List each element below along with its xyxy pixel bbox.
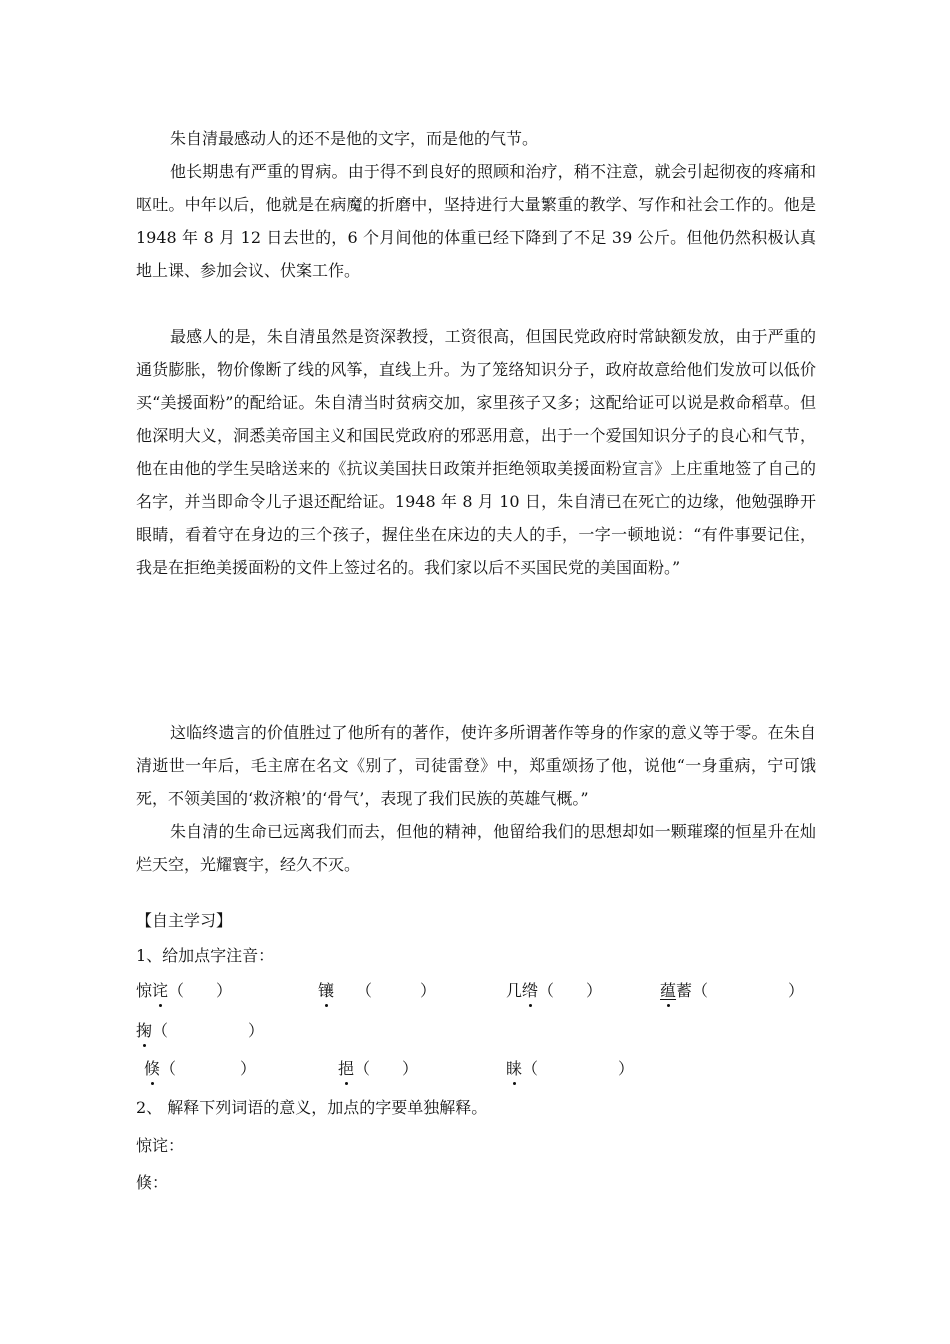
question-1: 1、给加点字注音： (136, 946, 275, 965)
pinyin-item (136, 980, 232, 1002)
answer-blank[interactable]: （ ） (692, 981, 805, 1000)
dotted-char: 诧 (152, 981, 169, 1000)
paragraph-3: 最感人的是，朱自清虽然是资深教授，工资很高，但国民党政府时常缺额发放，由于严重的通货膨胀，物价像断了线的风筝，直线上升。为了笼络知识分子，政府故意给他们发放可以低价买“美援面粉”的配给证。朱自清当时贫病交加，家里孩子又多；这配给证可以说是救命稻草。但他深明大义，洞悉美帝国主义和国民党政府的邪恶用意，出于一个爱国知识分子的良心和气节，他在由他的学生吴晗送来的《抗议美国扶日政策并拒绝领取美援面粉宣言》上庄重地签了自己的名字，并当即命令儿子退还配给证。1948 年 8 月 10 日，朱自清已在死亡的边缘，他勉强睁开眼睛，看着守在身边的三个孩子，握住坐在床边的夫人的手，一字一顿地说：“有件事要记住，我是在拒绝美援面粉的文件上签过名的。我们家以后不买国民党的美国面粉。” (136, 327, 816, 577)
item-text: 几 (506, 981, 523, 1000)
item-text: 惊 (136, 981, 153, 1000)
pinyin-item (660, 980, 804, 1002)
dotted-char: 掬 (136, 1021, 153, 1040)
dotted-char: 挹 (338, 1059, 355, 1078)
item-text: 蓄 (676, 981, 693, 1000)
question-2: 2、 解释下列词语的意义，加点的字要单独解释。 (136, 1098, 488, 1117)
dotted-char: 蕴 (660, 981, 677, 1000)
paragraph-4: 这临终遗言的价值胜过了他所有的著作，使许多所谓著作等身的作家的意义等于零。在朱自清逝世一年后，毛主席在名文《别了，司徒雷登》中，郑重颂扬了他，说他“一身重病，宁可饿死，不领美国的‘救济粮’的‘骨气’，表现了我们民族的英雄气概。” (136, 723, 816, 808)
dotted-char: 睐 (506, 1059, 523, 1078)
answer-label-jingcha: 惊诧： (136, 1136, 185, 1155)
dotted-char: 倏 (144, 1059, 161, 1078)
dotted-char: 镶 (318, 981, 335, 1000)
section-heading: 【自主学习】 (136, 911, 233, 930)
pinyin-item (318, 980, 436, 1002)
paragraph-5: 朱自清的生命已远离我们而去，但他的精神，他留给我们的思想却如一颗璀璨的恒星升在灿烂天空，光耀寰宇，经久不灭。 (136, 822, 816, 874)
answer-blank[interactable]: （ ） (354, 1059, 419, 1078)
pinyin-item (506, 1058, 634, 1080)
pinyin-item (144, 1058, 256, 1080)
answer-blank[interactable]: （ ） (356, 981, 437, 1000)
pinyin-item (136, 1020, 264, 1042)
answer-label-shu: 倏： (136, 1173, 169, 1192)
answer-blank[interactable]: （ ） (168, 981, 233, 1000)
answer-blank[interactable]: （ ） (160, 1059, 257, 1078)
paragraph-1: 朱自清最感动人的还不是他的文字，而是他的气节。 (170, 129, 539, 148)
answer-blank[interactable]: （ ） (538, 981, 603, 1000)
answer-blank[interactable]: （ ） (152, 1021, 265, 1040)
pinyin-item (338, 1058, 418, 1080)
answer-blank[interactable]: （ ） (522, 1059, 635, 1078)
pinyin-item (506, 980, 602, 1002)
paragraph-2: 他长期患有严重的胃病。由于得不到良好的照顾和治疗，稍不注意，就会引起彻夜的疼痛和呕吐。中年以后，他就是在病魔的折磨中，坚持进行大量繁重的教学、写作和社会工作的。他是 1948 年 8 月 12 日去世的，6 个月间他的体重已经下降到了不足 39 公斤。但他仍然积极认真地上课、参加会议、伏案工作。 (136, 162, 816, 280)
dotted-char: 绺 (522, 981, 539, 1000)
